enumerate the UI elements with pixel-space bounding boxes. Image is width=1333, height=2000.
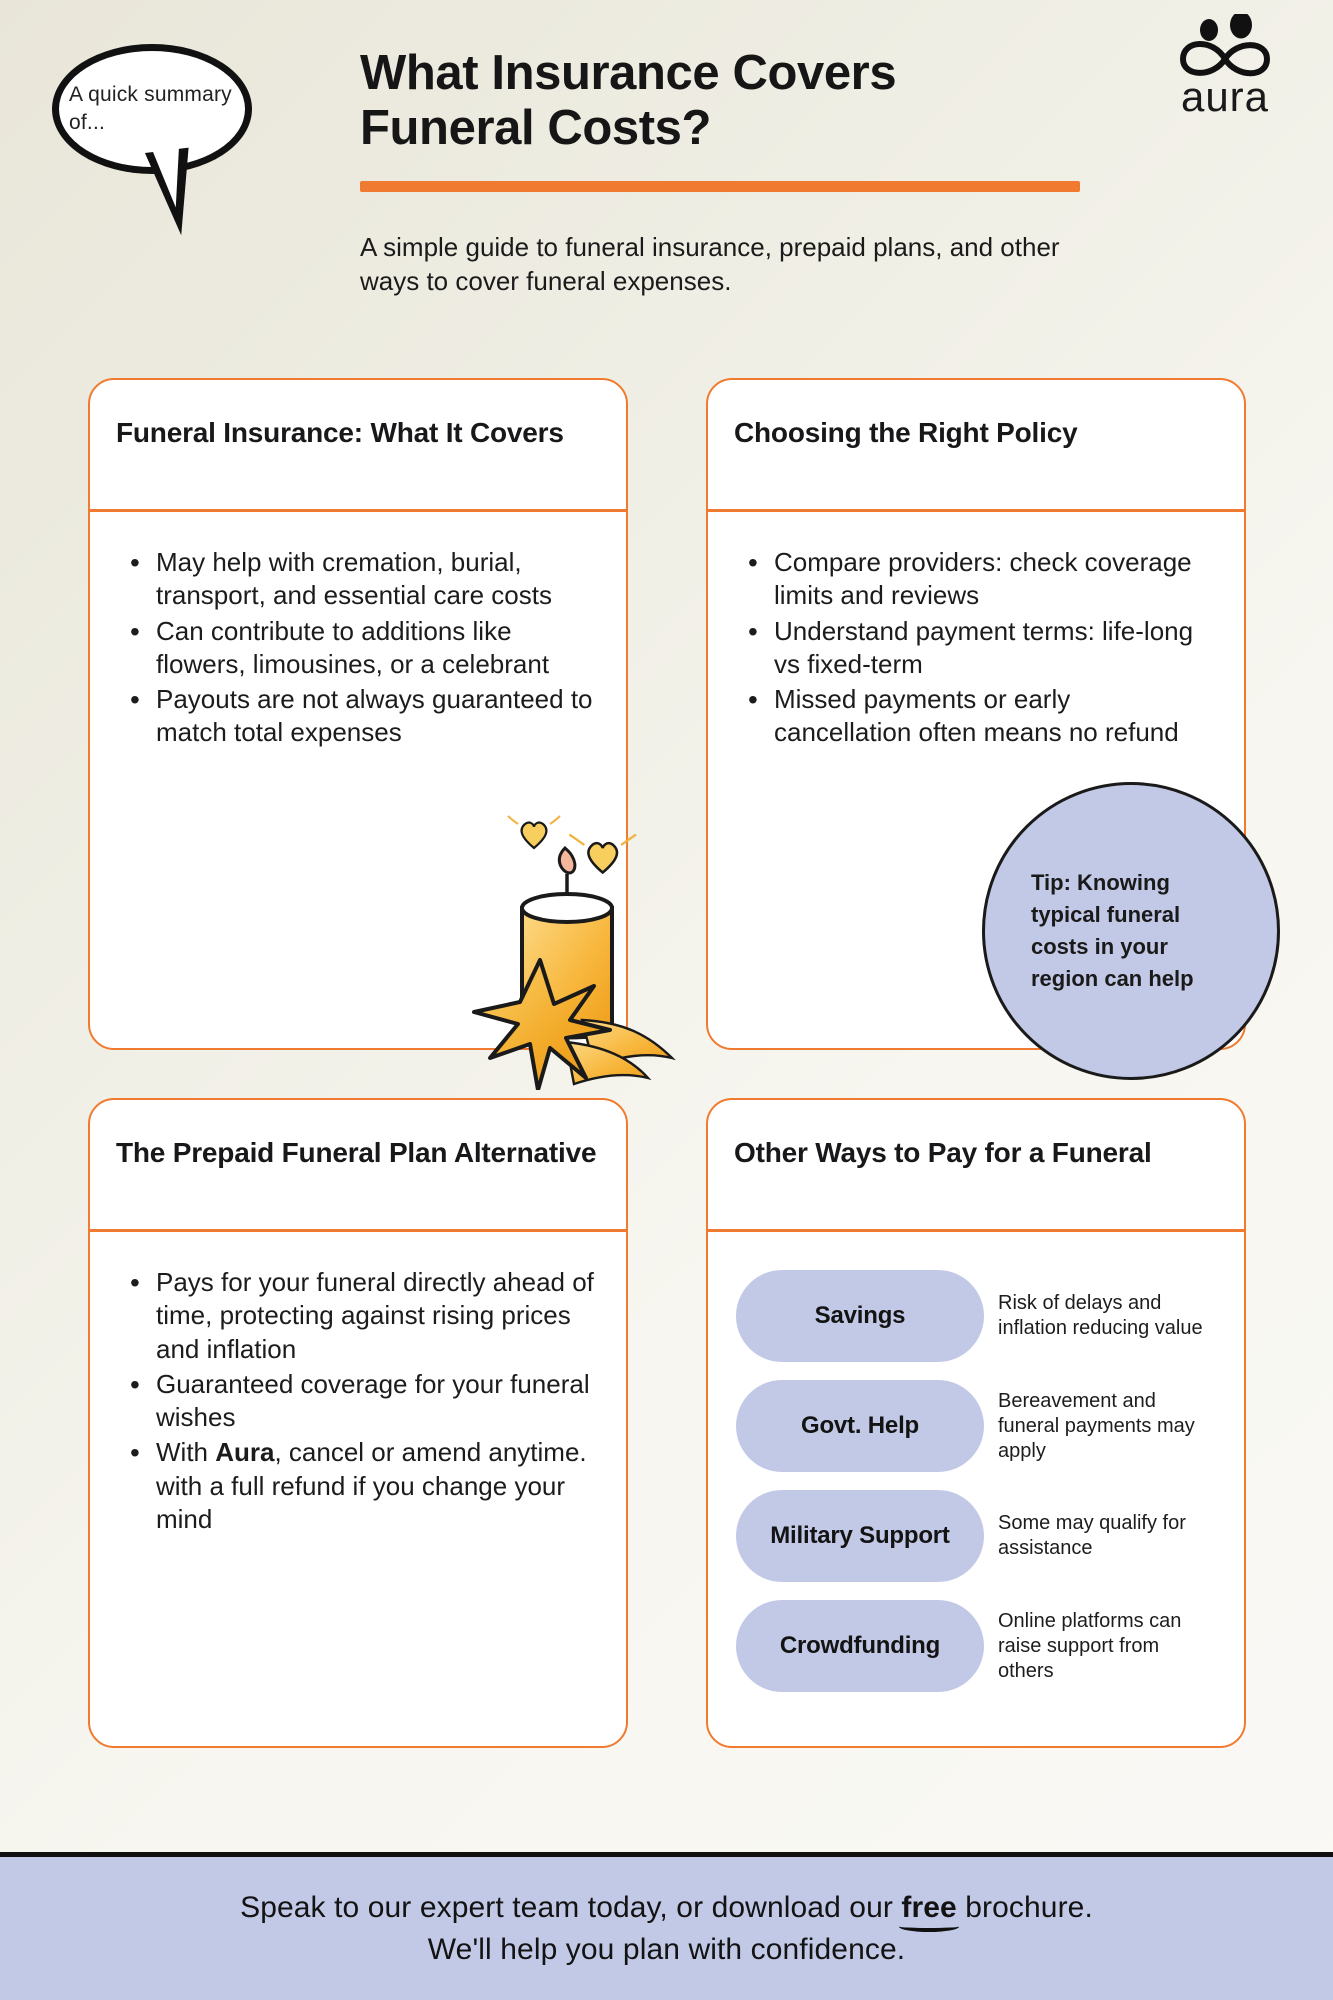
list-item: • May help with cremation, burial, transport, and essential care costs <box>118 546 596 613</box>
pay-option-pill <box>736 1270 984 1362</box>
card-funeral-insurance <box>88 378 628 1050</box>
list-item-pre: With <box>156 1437 216 1468</box>
page-title-line-2: Funeral Costs? <box>360 101 712 156</box>
card-header <box>90 380 626 512</box>
card-header <box>708 1100 1244 1232</box>
speech-bubble-text: A quick summary of... <box>69 82 232 134</box>
list-item: • Guaranteed coverage for your funeral wishes <box>118 1368 596 1435</box>
pay-option-pill <box>736 1490 984 1582</box>
brand-name-aura: Aura <box>215 1437 275 1468</box>
aura-logo <box>1165 14 1285 118</box>
pay-option-pill <box>736 1380 984 1472</box>
footer-text-pre: Speak to our expert team today, or download our <box>240 1890 902 1924</box>
card-body <box>708 1232 1244 1746</box>
list-item: • Missed payments or early cancellation often means no refund <box>736 683 1214 750</box>
footer-cta-bar <box>0 1852 1333 2000</box>
pay-option-pill <box>736 1600 984 1692</box>
list-item <box>736 1490 1214 1582</box>
bullet-list <box>118 546 596 750</box>
tip-text: Tip: Knowing typical funeral costs in your region can help <box>1031 870 1194 991</box>
card-header <box>708 380 1244 512</box>
pay-option-label: Crowdfunding <box>779 1632 941 1659</box>
footer-text-post: brochure. <box>956 1890 1093 1924</box>
pay-options-list <box>736 1266 1214 1692</box>
list-item: • Understand payment terms: life-long vs fixed-term <box>736 615 1214 682</box>
pay-option-description: Online platforms can raise support from others <box>998 1609 1182 1682</box>
card-title: Choosing the Right Policy <box>734 417 1078 448</box>
pay-option-description: Some may qualify for assistance <box>998 1512 1186 1559</box>
list-item: • Pays for your funeral directly ahead of time, protecting against rising prices and inflation <box>118 1266 596 1366</box>
list-item <box>736 1600 1214 1692</box>
title-underline-rule <box>360 181 1080 192</box>
card-body <box>90 1232 626 1746</box>
title-block <box>360 46 1120 299</box>
pay-option-label: Govt. Help <box>800 1412 919 1439</box>
list-item: • Compare providers: check coverage limits and reviews <box>736 546 1214 613</box>
pay-option-label: Military Support <box>770 1522 950 1549</box>
infinity-people-icon <box>1173 14 1277 80</box>
card-header <box>90 1100 626 1232</box>
card-prepaid-plan <box>88 1098 628 1748</box>
list-item <box>736 1380 1214 1472</box>
list-item: • Payouts are not always guaranteed to match total expenses <box>118 683 596 750</box>
page-title <box>360 46 1120 157</box>
page-subtitle: A simple guide to funeral insurance, prepaid plans, and other ways to cover funeral expenses. <box>360 231 1060 297</box>
card-other-ways-to-pay <box>706 1098 1246 1748</box>
card-body <box>90 512 626 1048</box>
bullet-list <box>118 1266 596 1536</box>
pay-option-label: Savings <box>814 1302 906 1329</box>
logo-wordmark: aura <box>1180 73 1270 120</box>
footer-line-1 <box>240 1891 1093 1925</box>
card-title: The Prepaid Funeral Plan Alternative <box>116 1137 597 1168</box>
pay-option-description: Risk of delays and inflation reducing value <box>998 1292 1203 1339</box>
tip-circle-badge <box>982 782 1280 1080</box>
list-item <box>736 1270 1214 1362</box>
footer-free-emphasis: free <box>901 1890 957 1924</box>
page-title-line-1: What Insurance Covers <box>360 46 897 100</box>
pay-option-description: Bereavement and funeral payments may apply <box>998 1389 1195 1462</box>
list-item: • Can contribute to additions like flowers, limousines, or a celebrant <box>118 615 596 682</box>
list-item <box>118 1436 596 1536</box>
card-title: Other Ways to Pay for a Funeral <box>734 1137 1152 1168</box>
page-header <box>0 0 1333 360</box>
bullet-list <box>736 546 1214 750</box>
card-title: Funeral Insurance: What It Covers <box>116 417 564 448</box>
footer-line-2: We'll help you plan with confidence. <box>427 1932 906 1966</box>
list-item-post: , cancel or amend anytime. with a full refund if you change your mind <box>156 1437 587 1534</box>
